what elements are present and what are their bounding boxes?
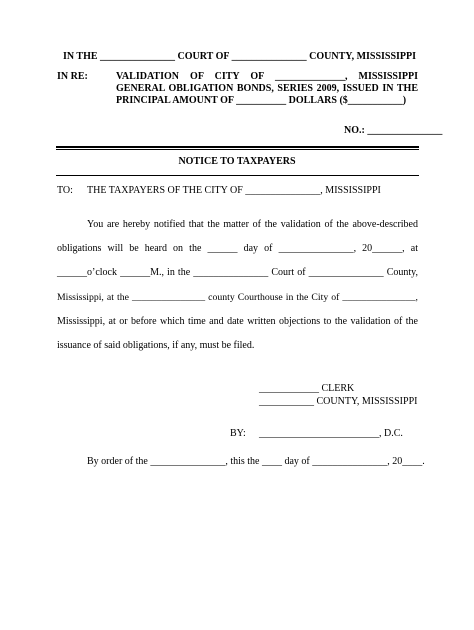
notice-heading: NOTICE TO TAXPAYERS [178, 156, 296, 167]
notice-body [57, 213, 418, 358]
body-line-6: issuance of said obligations, if any, must be filed. [57, 340, 255, 352]
body-line-2: obligations will be heard on the ______ day of _______________, 20______, at [57, 243, 418, 255]
to-label: TO: [57, 185, 73, 196]
in-re-block [116, 71, 418, 107]
in-re-line-1: VALIDATION OF CITY OF ______________, MISSISSIPPI [116, 71, 418, 82]
county-line: ___________ COUNTY, MISSISSIPPI [259, 396, 418, 407]
case-number: NO.: _______________ [344, 125, 443, 136]
heading-rule [56, 175, 419, 176]
in-re-line-2: GENERAL OBLIGATION BONDS, SERIES 2009, ISSUED IN THE [116, 83, 418, 94]
top-rule-thin [56, 149, 419, 150]
body-line-1: You are hereby notified that the matter of the validation of the above-described [87, 219, 418, 230]
to-addressee: THE TAXPAYERS OF THE CITY OF _______________, MISSISSIPPI [87, 185, 381, 196]
in-re-line-3: PRINCIPAL AMOUNT OF __________ DOLLARS ($___________) [116, 95, 407, 106]
by-label: BY: [230, 428, 246, 439]
in-re-label: IN RE: [57, 71, 88, 82]
order-line: By order of the _______________, this the ____ day of _______________, 20____. [87, 456, 425, 467]
deputy-clerk-line: ________________________, D.C. [259, 428, 403, 439]
body-line-3: ______o’clock ______M., in the _______________ Court of _______________ County, [57, 267, 418, 279]
body-line-5: Mississippi, at or before which time and date written objections to the validation of the [57, 315, 418, 327]
body-line-4: Mississippi, at the _______________ county Courthouse in the City of _______________, [57, 291, 418, 303]
clerk-line: ____________ CLERK [259, 383, 355, 394]
court-caption: IN THE _______________ COURT OF _______________ COUNTY, MISSISSIPPI [63, 51, 417, 62]
top-rule-thick [56, 146, 419, 148]
